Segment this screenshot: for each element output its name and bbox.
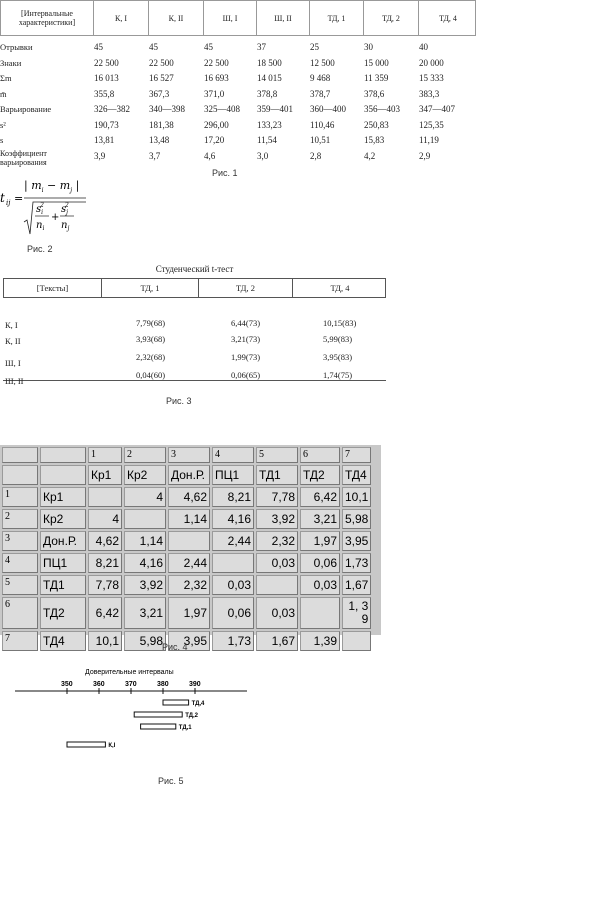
table-cell: 4,62: [88, 531, 122, 551]
formula-ni: $n_i$: [36, 220, 45, 232]
table-cell: 0,03: [212, 575, 254, 595]
row-label: Коэффициент варьирования: [0, 148, 47, 167]
table-cell: 4,16: [124, 553, 166, 573]
row-label: s: [0, 135, 4, 145]
table-cell: 371,0: [204, 88, 225, 99]
table-cell: 12 500: [310, 57, 335, 68]
header-cell: ТД, 2: [198, 279, 292, 297]
row-label: Знаки: [0, 57, 22, 68]
table-cell: 3,0: [257, 150, 269, 161]
table-cell: 2,32: [168, 575, 210, 595]
figure-caption-5: Рис. 5: [158, 776, 184, 786]
table-row: [0, 87, 476, 103]
row-number: 6: [2, 597, 38, 629]
table-cell: 7,78: [88, 575, 122, 595]
column-label: ПЦ1: [212, 465, 254, 485]
table-cell: 2,8: [310, 150, 322, 161]
t-test-table-body: [3, 298, 386, 386]
header-cell: [Интервальные характеристики]: [18, 9, 76, 27]
table-cell: 1,67: [342, 575, 371, 595]
header-cell: ТД, 1: [101, 279, 198, 297]
row-number: 3: [2, 531, 38, 551]
table-cell: 1,73: [212, 631, 254, 651]
table-cell: [124, 509, 166, 529]
table-cell: 250,83: [364, 119, 389, 130]
column-number-row: [2, 447, 371, 463]
table-cell: 5,99(83): [323, 334, 353, 344]
diagram-title: Доверительные интервалы: [85, 669, 174, 676]
table-cell: 10,15(83): [323, 318, 357, 328]
table-row: [2, 531, 371, 551]
table-cell: 340—398: [149, 104, 185, 114]
table-cell: 190,73: [94, 119, 119, 130]
header-cell: К, I: [93, 1, 148, 35]
table-cell: 17,20: [204, 135, 225, 145]
row-label: Кр1: [40, 487, 86, 507]
table-cell: 2,44: [168, 553, 210, 573]
table-cell: 5,98: [342, 509, 371, 529]
table-cell: 1,97: [168, 597, 210, 629]
table-cell: [300, 597, 340, 629]
formula-nj: $n_j$: [61, 220, 70, 232]
column-label: ТД1: [256, 465, 298, 485]
table-cell: [168, 531, 210, 551]
row-label: Ш, I: [5, 358, 21, 368]
table-cell: 0,03: [256, 597, 298, 629]
table-cell: 16 527: [149, 73, 174, 83]
table-row: [0, 118, 476, 134]
table-cell: 1,67: [256, 631, 298, 651]
row-label: ПЦ1: [40, 553, 86, 573]
tick-label: 360: [93, 681, 105, 688]
table-cell: 1,14: [124, 531, 166, 551]
row-label: ТД4: [40, 631, 86, 651]
row-number: 1: [2, 487, 38, 507]
table-cell: 4: [124, 487, 166, 507]
formula-si-squared: $s_i2$: [36, 202, 44, 216]
corner-cell: [2, 465, 38, 485]
table-cell: 10,51: [310, 135, 331, 145]
column-number: 3: [168, 447, 210, 463]
table-cell: 11 359: [364, 73, 389, 83]
table-cell: 3,95: [342, 531, 371, 551]
corner-cell: [2, 447, 38, 463]
row-number: 7: [2, 631, 38, 651]
header-cell: К, II: [148, 1, 203, 35]
student-t-test-table: [3, 264, 386, 386]
table-cell: 1,73: [342, 553, 371, 573]
table-cell: 378,6: [364, 88, 385, 99]
table-row: [0, 56, 476, 72]
table-cell: 325—408: [204, 104, 240, 114]
header-cell: ТД, 1: [309, 1, 363, 35]
table-cell: 378,7: [310, 88, 331, 99]
tick-label: 380: [157, 681, 169, 688]
table-cell: 1,97: [300, 531, 340, 551]
table-cell: 45: [149, 42, 158, 52]
header-cell: ТД, 4: [418, 1, 477, 35]
column-label: ТД4: [342, 465, 371, 485]
interval-label: ТД,1: [178, 725, 192, 731]
table-cell: [256, 575, 298, 595]
table-row: [2, 597, 371, 629]
table-row: [0, 133, 476, 149]
figure-caption-1: Рис. 1: [212, 168, 238, 178]
formula-equals: =: [14, 192, 24, 205]
interval-bar: [141, 724, 176, 729]
table-cell: 6,42: [300, 487, 340, 507]
table-cell: 7,78: [256, 487, 298, 507]
table-cell: 125,35: [419, 119, 444, 130]
table-cell: 1, 39: [342, 597, 371, 629]
table-cell: 6,42: [88, 597, 122, 629]
table-cell: 0,03: [300, 575, 340, 595]
table-cell: 383,3: [419, 88, 440, 99]
row-label: К, I: [5, 320, 18, 330]
table-row: [2, 553, 371, 573]
table-row: [2, 509, 371, 529]
t-value-matrix-table: [0, 445, 373, 653]
table-cell: 45: [204, 42, 213, 52]
table-cell: 2,32: [256, 531, 298, 551]
table-cell: 22 500: [149, 57, 174, 68]
row-label: Дон.Р.: [40, 531, 86, 551]
header-cell: ТД, 2: [363, 1, 418, 35]
table-cell: 20 000: [419, 57, 444, 68]
confidence-intervals-chart: [15, 666, 250, 766]
header-cell: [Тексты]: [36, 283, 69, 293]
table-cell: 18 500: [257, 57, 282, 68]
table-cell: [88, 487, 122, 507]
formula-numerator: | $m_i - m_j$ |: [24, 179, 80, 194]
formula-t-subscript: ij: [6, 199, 11, 207]
interval-bar: [67, 742, 105, 747]
table-cell: 356—403: [364, 104, 400, 114]
row-label: Σm: [0, 73, 12, 83]
table-cell: 16 693: [204, 73, 229, 83]
row-label: ТД1: [40, 575, 86, 595]
interval-bar: [134, 712, 182, 717]
row-label: Кр2: [40, 509, 86, 529]
row-label: Ш, II: [5, 376, 24, 386]
table-cell: 40: [419, 42, 428, 52]
interval-label: К,I: [108, 743, 116, 749]
row-number: 5: [2, 575, 38, 595]
table-cell: 3,21(73): [231, 334, 261, 344]
table-cell: 13,48: [149, 135, 170, 145]
table-cell: 4,62: [168, 487, 210, 507]
row-number: 4: [2, 553, 38, 573]
table-row: [0, 149, 476, 167]
tick-label: 390: [189, 681, 201, 688]
table-cell: 16 013: [94, 73, 119, 83]
table-cell: 1,39: [300, 631, 340, 651]
header-cell: Ш, II: [256, 1, 309, 35]
table-cell: [212, 553, 254, 573]
column-number: 2: [124, 447, 166, 463]
table-cell: 15 333: [419, 73, 444, 83]
formula-sj-squared: $s_j2$: [61, 202, 69, 216]
t-test-table-header: [3, 278, 386, 298]
table-cell: 10,1: [342, 487, 371, 507]
characteristics-table-header: [0, 0, 476, 36]
table-cell: 1,99(73): [231, 352, 261, 362]
table-cell: 13,81: [94, 135, 115, 145]
table-cell: 3,95: [168, 631, 210, 651]
column-number: 6: [300, 447, 340, 463]
header-cell: ТД, 4: [292, 279, 387, 297]
table-cell: 6,44(73): [231, 318, 261, 328]
table-cell: 15,83: [364, 135, 385, 145]
table-cell: 326—382: [94, 104, 130, 114]
formula-t: t: [0, 191, 5, 205]
interval-label: ТД,2: [185, 713, 198, 719]
table-cell: 181,38: [149, 119, 174, 130]
table-cell: 3,92: [124, 575, 166, 595]
figure-caption-2: Рис. 2: [27, 244, 53, 254]
table-cell: 0,04(60): [136, 370, 166, 380]
table-cell: 0,06: [212, 597, 254, 629]
table-cell: 8,21: [88, 553, 122, 573]
tick-label: 350: [61, 681, 73, 688]
header-cell: Ш, I: [203, 1, 256, 35]
column-number: 1: [88, 447, 122, 463]
row-number: 2: [2, 509, 38, 529]
formula-plus: +: [51, 212, 60, 223]
column-number: 7: [342, 447, 371, 463]
corner-cell: [40, 465, 86, 485]
table-cell: 347—407: [419, 104, 455, 114]
table-cell: 14 015: [257, 73, 282, 83]
table-cell: 0,06: [300, 553, 340, 573]
formula-graphic: [0, 176, 90, 238]
confidence-intervals-diagram: [15, 666, 250, 766]
table-cell: 8,21: [212, 487, 254, 507]
table-cell: [342, 631, 371, 651]
table-cell: 22 500: [204, 57, 229, 68]
table-cell: 355,8: [94, 88, 115, 99]
table-cell: 367,3: [149, 88, 170, 99]
table-cell: 11,54: [257, 135, 277, 145]
table-cell: 1,14: [168, 509, 210, 529]
table-cell: 3,21: [124, 597, 166, 629]
table-cell: 11,19: [419, 135, 439, 145]
row-label: ТД2: [40, 597, 86, 629]
interval-label: ТД,4: [191, 701, 205, 707]
row-label: Отрывки: [0, 42, 33, 52]
characteristics-table: [0, 0, 476, 167]
table-cell: 7,79(68): [136, 318, 166, 328]
figure-caption-4: Рис. 4: [162, 642, 188, 652]
table-cell: 378,8: [257, 88, 278, 99]
table-cell: 3,95(83): [323, 352, 353, 362]
row-label: m̄: [0, 88, 7, 99]
row-label: Варьирование: [0, 104, 52, 114]
interval-bar: [163, 700, 189, 705]
table-cell: 1,74(75): [323, 370, 353, 380]
table-row: [0, 102, 476, 118]
column-label: Кр1: [88, 465, 122, 485]
table-cell: 37: [257, 42, 266, 52]
column-label: ТД2: [300, 465, 340, 485]
row-label: s²: [0, 119, 6, 130]
table-row: [2, 487, 371, 507]
table-cell: 2,32(68): [136, 352, 166, 362]
table-cell: 110,46: [310, 119, 335, 130]
column-label: Кр2: [124, 465, 166, 485]
table-cell: 3,92: [256, 509, 298, 529]
column-number: 5: [256, 447, 298, 463]
table-cell: 133,23: [257, 119, 282, 130]
tick-label: 370: [125, 681, 137, 688]
table-cell: 0,03: [256, 553, 298, 573]
table-cell: 15 000: [364, 57, 389, 68]
table-row: [0, 40, 476, 56]
table-cell: 30: [364, 42, 373, 52]
table-cell: 2,44: [212, 531, 254, 551]
table-cell: 0,06(65): [231, 370, 261, 380]
corner-cell: [40, 447, 86, 463]
column-label: Дон.Р.: [168, 465, 210, 485]
table-row: [0, 71, 476, 87]
table-cell: 45: [94, 42, 103, 52]
table-cell: 3,21: [300, 509, 340, 529]
table-cell: 359—401: [257, 104, 293, 114]
t-test-formula: [0, 176, 90, 238]
table-cell: 3,9: [94, 150, 106, 161]
table-cell: 4,2: [364, 150, 376, 161]
table-cell: 4,16: [212, 509, 254, 529]
table-cell: 2,9: [419, 150, 431, 161]
table-row: [2, 575, 371, 595]
table-cell: 4,6: [204, 150, 216, 161]
table-cell: 5,98: [124, 631, 166, 651]
table-cell: 25: [310, 42, 319, 52]
table-cell: 22 500: [94, 57, 119, 68]
table-cell: 10,1: [88, 631, 122, 651]
table-title: Студенческий t-тест: [155, 264, 234, 274]
table-cell: 9 468: [310, 73, 331, 83]
figure-caption-3: Рис. 3: [166, 396, 192, 406]
column-label-row: [2, 465, 371, 485]
table-cell: 3,7: [149, 150, 161, 161]
column-number: 4: [212, 447, 254, 463]
table-cell: 360—400: [310, 104, 346, 114]
row-label: К, II: [5, 336, 21, 346]
table-cell: 3,93(68): [136, 334, 166, 344]
table-cell: 296,00: [204, 119, 229, 130]
table-cell: 4: [88, 509, 122, 529]
